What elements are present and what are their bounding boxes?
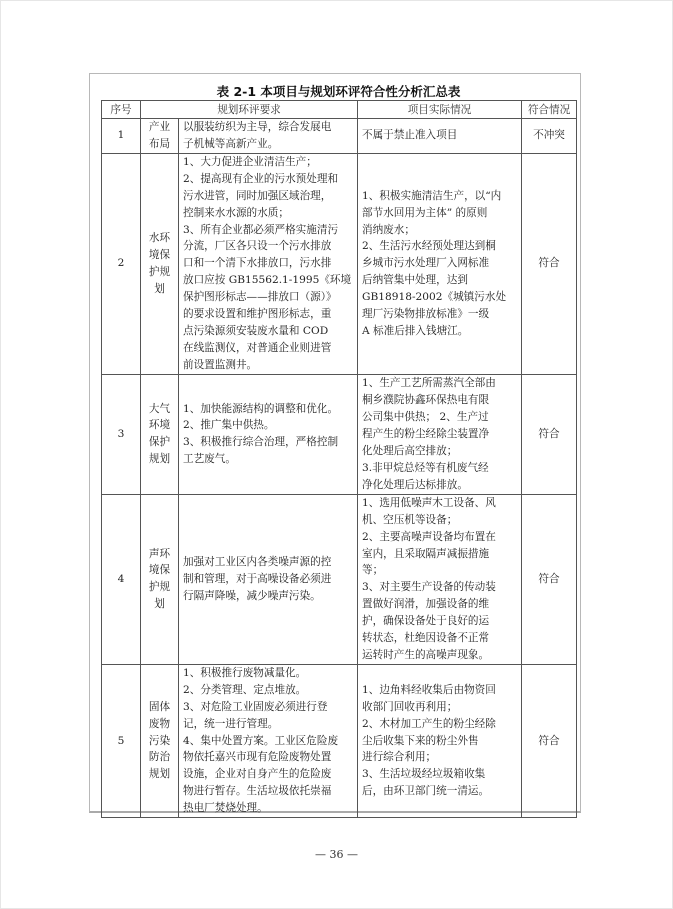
row-actual-line: 桐乡濮院协鑫环保热电有限 [362, 394, 490, 407]
row-requirement-line: 放口应按 GB15562.1-1995《环境 [183, 274, 352, 287]
row-compliance: 不冲突 [522, 119, 577, 154]
row-requirement-line: 控制来水水源的水质； [183, 206, 289, 219]
table-row [102, 494, 577, 664]
row-category-line: 声环 [148, 547, 171, 560]
row-actual-line: 2、生活污水经预处理达到桐 [362, 240, 496, 253]
row-actual-line: 3、生活垃圾经垃圾箱收集 [362, 768, 486, 781]
row-category-line: 护规 [148, 265, 171, 278]
row-category-line: 规划 [148, 768, 171, 781]
row-category-line: 环境 [148, 419, 171, 432]
row-compliance: 符合 [522, 153, 577, 374]
row-category-line: 划 [154, 282, 165, 295]
row-actual-line: 消纳废水； [362, 223, 415, 236]
row-requirement-line: 以服装纺织为主导，综合发展电 [183, 121, 332, 133]
row-requirement-line: 污水进管，同时加强区域治理， [183, 189, 332, 202]
row-requirement-line: 物进行暂存。生活垃圾依托崇福 [183, 785, 332, 798]
row-category [141, 494, 179, 664]
table-row [102, 374, 577, 494]
row-requirement-line: 4、集中处置方案。工业区危险废 [183, 734, 339, 747]
row-actual-line: 置做好润滑，加强设备的维 [362, 598, 490, 611]
row-requirement-line: 记，统一进行管理。 [183, 717, 279, 730]
header-row [102, 101, 577, 119]
row-category-line: 废物 [148, 717, 171, 730]
row-actual-line: 护，确保设备处于良好的运 [362, 615, 490, 628]
row-requirement [179, 374, 358, 494]
row-actual-line: 理厂污染物排放标准》一级 [362, 308, 490, 321]
row-actual-line: 公司集中供热； 2、生产过 [362, 410, 489, 423]
row-requirement-line: 2、提高现有企业的污水预处理和 [183, 172, 339, 185]
row-requirement-line: 的要求设置和维护图形标志，重 [183, 308, 332, 321]
row-requirement-line: 3、所有企业都必须严格实施清污 [183, 223, 339, 236]
row-actual-line: 乡城市污水处理厂入网标准 [362, 257, 490, 270]
row-actual-line: 净化处理后达标排放。 [362, 478, 468, 491]
row-requirement-line: 物依托嘉兴市现有危险废物处置 [183, 751, 332, 764]
row-requirement-line: 前设置监测井。 [183, 358, 258, 371]
row-number: 2 [102, 153, 141, 374]
row-category-line: 护规 [148, 581, 171, 594]
row-requirement-line: 子机械等高新产业。 [183, 137, 279, 150]
row-actual-line: 1、积极实施清洁生产，以“内 [362, 189, 502, 202]
row-category-line: 规划 [148, 453, 171, 466]
row-requirement-line: 热电厂焚烧处理。 [183, 802, 268, 815]
header-actual: 项目实际情况 [358, 101, 522, 119]
row-actual-line: 后，由环卫部门统一清运。 [362, 785, 490, 798]
row-requirement [179, 153, 358, 374]
table-row [102, 119, 577, 154]
row-requirement-line: 3、积极推行综合治理，严格控制 [183, 436, 339, 449]
row-compliance: 符合 [522, 664, 577, 817]
row-requirement-line: 加强对工业区内各类噪声源的控 [183, 555, 332, 568]
row-actual-line: 进行综合利用； [362, 751, 437, 764]
row-requirement [179, 664, 358, 817]
row-actual-line: 收部门回收再利用； [362, 700, 458, 713]
table-row [102, 153, 577, 374]
row-actual-line: 不属于禁止准入项目 [362, 129, 458, 142]
row-actual-line: 2、木材加工产生的粉尘经除 [362, 717, 496, 730]
row-requirement-line: 工艺废气。 [183, 453, 236, 466]
row-actual [358, 494, 522, 664]
row-actual-line: 转状态，杜绝因设备不正常 [362, 632, 490, 645]
row-actual-line: 3.非甲烷总烃等有机废气经 [362, 461, 489, 474]
row-actual-line: 程产生的粉尘经除尘装置净 [362, 427, 490, 440]
row-category-line: 污染 [148, 734, 171, 747]
compliance-table [101, 100, 577, 818]
row-requirement-line: 点污染源须安装废水量和 COD [183, 324, 329, 337]
row-requirement-line: 口和一个清下水排放口，污水排 [183, 257, 332, 270]
row-compliance: 符合 [522, 494, 577, 664]
row-requirement-line: 2、分类管理、定点堆放。 [183, 683, 307, 696]
row-compliance: 符合 [522, 374, 577, 494]
row-category [141, 374, 179, 494]
row-category-line: 固体 [148, 700, 171, 713]
row-requirement-line: 1、积极推行废物减量化。 [183, 666, 307, 679]
row-number: 3 [102, 374, 141, 494]
page-number: — 36 — [315, 848, 358, 861]
row-category [141, 153, 179, 374]
row-category-line: 布局 [148, 137, 171, 150]
row-category-line: 境保 [148, 564, 171, 577]
row-actual-line: 尘后收集下来的粉尘外售 [362, 734, 479, 747]
header-requirement: 规划环评要求 [141, 101, 358, 119]
row-category-line: 防治 [148, 751, 171, 764]
row-category [141, 119, 179, 154]
row-actual-line: 部节水回用为主体” 的原则 [362, 206, 488, 219]
row-actual-line: 等； [362, 564, 384, 577]
row-requirement-line: 1、加快能源结构的调整和优化。 [183, 402, 339, 415]
row-requirement-line: 行隔声降噪，减少噪声污染。 [183, 589, 321, 602]
table-title: 表 2-1 本项目与规划环评符合性分析汇总表 [216, 84, 461, 99]
row-requirement-line: 制和管理，对于高噪设备必须进 [183, 572, 332, 585]
row-actual [358, 119, 522, 154]
row-number: 4 [102, 494, 141, 664]
row-category-line: 水环 [148, 232, 171, 244]
row-actual-line: 1、生产工艺所需蒸汽全部由 [362, 377, 496, 390]
row-number: 1 [102, 119, 141, 154]
row-requirement-line: 分流，厂区各只设一个污水排放 [183, 240, 332, 253]
row-category-line: 保护 [148, 436, 171, 449]
row-actual-line: 2、主要高噪声设备均布置在 [362, 530, 496, 543]
row-requirement-line: 在线监测仪，对普通企业则进管 [183, 341, 332, 354]
row-category-line: 大气 [148, 402, 171, 415]
row-number: 5 [102, 664, 141, 817]
row-actual [358, 153, 522, 374]
row-requirement-line: 保护图形标志——排放口（源）》 [183, 291, 337, 304]
header-compliance: 符合情况 [522, 101, 577, 119]
row-actual [358, 374, 522, 494]
row-actual [358, 664, 522, 817]
header-no: 序号 [102, 101, 141, 119]
row-category [141, 664, 179, 817]
row-category-line: 产业 [148, 121, 171, 133]
row-actual-line: 化处理后高空排放； [362, 444, 458, 457]
row-actual-line: 3、对主要生产设备的传动装 [362, 581, 496, 594]
row-requirement-line: 2、推广集中供热。 [183, 419, 275, 432]
row-requirement [179, 119, 358, 154]
row-actual-line: 1、边角料经收集后由物资回 [362, 683, 496, 696]
row-actual-line: 1、选用低噪声木工设备、风 [362, 496, 496, 509]
row-actual-line: 机、空压机等设备； [362, 513, 458, 526]
row-requirement-line: 3、对危险工业固废必须进行登 [183, 700, 328, 713]
row-actual-line: GB18918-2002《城镇污水处 [362, 291, 507, 304]
table-row [102, 664, 577, 817]
row-requirement [179, 494, 358, 664]
row-requirement-line: 1、大力促进企业清洁生产； [183, 155, 317, 168]
row-category-line: 划 [154, 598, 165, 611]
row-actual-line: 后纳管集中处理，达到 [362, 274, 468, 287]
row-actual-line: 室内，且采取隔声减振措施 [362, 547, 490, 560]
row-requirement-line: 设施，企业对自身产生的危险废 [183, 768, 332, 781]
row-actual-line: 运转时产生的高噪声现象。 [362, 648, 490, 661]
row-actual-line: A 标准后排入钱塘江。 [362, 324, 469, 337]
row-category-line: 境保 [148, 248, 171, 261]
